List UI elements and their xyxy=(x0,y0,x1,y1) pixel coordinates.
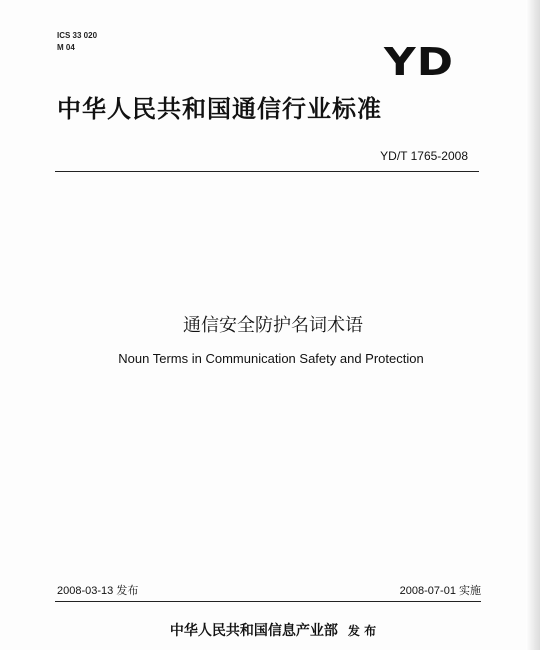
standard-number: YD/T 1765-2008 xyxy=(380,149,468,163)
document-title-chinese: 通信安全防护名词术语 xyxy=(183,315,363,336)
page-edge-shadow xyxy=(526,0,540,650)
yd-logo: YD xyxy=(384,40,455,84)
ics-code: ICS 33 020 xyxy=(57,31,98,40)
top-divider xyxy=(55,171,479,172)
implementation-date: 2008-07-01 实施 xyxy=(399,585,481,597)
publisher-line xyxy=(0,622,540,640)
standard-category-title: 中华人民共和国通信行业标准 xyxy=(57,95,382,123)
publisher-name: 中华人民共和国信息产业部 xyxy=(169,623,338,639)
document-title-english: Noun Terms in Communication Safety and Protection xyxy=(118,351,424,366)
issue-date: 2008-03-13 发布 xyxy=(57,585,139,597)
bottom-divider xyxy=(55,601,481,602)
publisher-action: 发 布 xyxy=(347,624,377,638)
ccs-code: M 04 xyxy=(57,43,75,52)
